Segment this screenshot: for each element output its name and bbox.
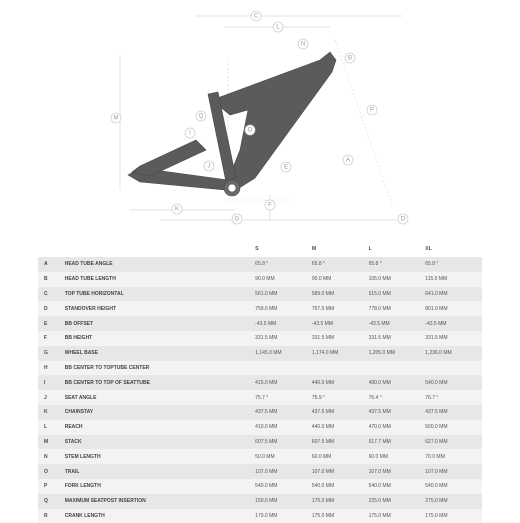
table-row: [38, 257, 482, 272]
bb-hole: [228, 184, 236, 192]
row-value-xl: 65.8 °: [425, 257, 482, 272]
row-name: HEAD TUBE LENGTH: [65, 272, 255, 287]
row-value-s: 410.0 MM: [255, 420, 312, 435]
row-code: K: [38, 405, 65, 420]
row-code: O: [38, 464, 65, 479]
row-value-l: 105.0 MM: [369, 272, 426, 287]
row-value-xl: [425, 361, 482, 376]
row-value-s: 540.0 MM: [255, 479, 312, 494]
row-code: G: [38, 346, 65, 361]
row-name: STACK: [65, 435, 255, 450]
row-value-l: 778.0 MM: [369, 301, 426, 316]
diagram-label-q: [196, 111, 206, 121]
row-value-xl: 1,236.0 MM: [425, 346, 482, 361]
diagram-label-g: [232, 214, 242, 224]
row-code: R: [38, 509, 65, 523]
row-value-s: 437.5 MM: [255, 405, 312, 420]
row-value-xl: 331.5 MM: [425, 331, 482, 346]
row-value-m: 90.0 MM: [312, 272, 369, 287]
row-code: F: [38, 331, 65, 346]
diagram-label-l: [273, 22, 283, 32]
row-code: I: [38, 375, 65, 390]
diagram-label-e: [281, 162, 291, 172]
row-name: FORK LENGTH: [65, 479, 255, 494]
diagram-label-f: [265, 200, 275, 210]
row-value-l: 107.0 MM: [369, 464, 426, 479]
row-value-m: 175.0 MM: [312, 494, 369, 509]
label-text: N: [300, 41, 306, 48]
row-code: B: [38, 272, 65, 287]
row-code: M: [38, 435, 65, 450]
row-value-s: 561.0 MM: [255, 287, 312, 302]
table-row: [38, 390, 482, 405]
header-size-xl: XL: [425, 240, 482, 257]
label-text: F: [268, 202, 272, 209]
row-value-l: 76.4 °: [369, 390, 426, 405]
table-row: [38, 346, 482, 361]
row-value-xl: 641.0 MM: [425, 287, 482, 302]
row-value-m: 65.8 °: [312, 257, 369, 272]
diagram-label-c: [251, 11, 261, 21]
label-text: M: [113, 115, 119, 122]
row-value-l: -43.5 MM: [369, 316, 426, 331]
row-value-s: 50.0 MM: [255, 449, 312, 464]
geometry-table: [38, 240, 482, 523]
row-value-l: 65.8 °: [369, 257, 426, 272]
label-text: Q: [198, 113, 204, 120]
bike-frame: [128, 52, 336, 196]
row-value-s: 331.5 MM: [255, 331, 312, 346]
row-value-s: 170.0 MM: [255, 509, 312, 523]
row-value-l: 331.5 MM: [369, 331, 426, 346]
label-text: L: [276, 24, 280, 31]
dim-line-p: [335, 40, 392, 205]
table-row: [38, 435, 482, 450]
row-value-l: 540.0 MM: [369, 479, 426, 494]
row-value-m: 175.0 MM: [312, 509, 369, 523]
row-value-s: 415.0 MM: [255, 375, 312, 390]
row-value-xl: 540.0 MM: [425, 375, 482, 390]
table-row: [38, 375, 482, 390]
label-text: J: [207, 163, 211, 170]
diagram-label-a: [343, 155, 353, 165]
row-name: SEAT ANGLE: [65, 390, 255, 405]
row-value-xl: -43.5 MM: [425, 316, 482, 331]
row-value-xl: 801.0 MM: [425, 301, 482, 316]
row-value-xl: 627.0 MM: [425, 435, 482, 450]
row-value-m: 107.0 MM: [312, 464, 369, 479]
diagram-label-o: [245, 125, 255, 135]
row-value-s: 107.0 MM: [255, 464, 312, 479]
header-size-s: S: [255, 240, 312, 257]
label-text: D: [400, 216, 406, 223]
row-value-s: [255, 361, 312, 376]
row-name: BB CENTER TO TOP OF SEATTUBE: [65, 375, 255, 390]
frame-illustration: [0, 0, 520, 235]
row-value-m: 540.0 MM: [312, 479, 369, 494]
geometry-diagram: [0, 0, 520, 235]
row-name: STANDOVER HEIGHT: [65, 301, 255, 316]
row-name: REACH: [65, 420, 255, 435]
row-value-m: 60.0 MM: [312, 449, 369, 464]
table-row: [38, 405, 482, 420]
row-value-m: 1,174.0 MM: [312, 346, 369, 361]
diagram-label-p: [367, 105, 377, 115]
header-name: [65, 240, 255, 257]
row-value-s: 150.0 MM: [255, 494, 312, 509]
row-name: TOP TUBE HORIZONTAL: [65, 287, 255, 302]
row-code: J: [38, 390, 65, 405]
row-name: CHAINSTAY: [65, 405, 255, 420]
header-size-m: M: [312, 240, 369, 257]
table-row: [38, 287, 482, 302]
diagram-label-n: [298, 39, 308, 49]
label-text: C: [253, 13, 259, 20]
row-value-m: -43.5 MM: [312, 316, 369, 331]
diagram-label-b: [345, 53, 355, 63]
row-value-m: 607.5 MM: [312, 435, 369, 450]
row-value-l: 617.7 MM: [369, 435, 426, 450]
row-value-l: 225.0 MM: [369, 494, 426, 509]
row-code: N: [38, 449, 65, 464]
label-text: A: [345, 157, 351, 164]
table-header: [38, 240, 482, 257]
row-value-m: 331.5 MM: [312, 331, 369, 346]
row-value-m: 767.0 MM: [312, 301, 369, 316]
row-code: Q: [38, 494, 65, 509]
label-text: G: [234, 216, 240, 223]
row-value-s: -43.5 MM: [255, 316, 312, 331]
row-value-s: 1,145.0 MM: [255, 346, 312, 361]
label-text: K: [174, 206, 180, 213]
row-value-l: [369, 361, 426, 376]
row-value-s: 75.7 °: [255, 390, 312, 405]
label-text: O: [247, 127, 253, 134]
row-name: HEAD TUBE ANGLE: [65, 257, 255, 272]
table-row: [38, 272, 482, 287]
row-value-m: 440.0 MM: [312, 420, 369, 435]
row-value-xl: 107.0 MM: [425, 464, 482, 479]
row-name: BB OFFSET: [65, 316, 255, 331]
row-value-xl: 500.0 MM: [425, 420, 482, 435]
row-name: STEM LENGTH: [65, 449, 255, 464]
row-code: C: [38, 287, 65, 302]
row-value-xl: 76.7 °: [425, 390, 482, 405]
row-value-xl: 275.0 MM: [425, 494, 482, 509]
row-value-xl: 540.0 MM: [425, 479, 482, 494]
label-text: E: [283, 164, 289, 171]
row-code: A: [38, 257, 65, 272]
row-name: WHEEL BASE: [65, 346, 255, 361]
table-row: [38, 361, 482, 376]
row-name: BB CENTER TO TOPTUBE CENTER: [65, 361, 255, 376]
header-code: [38, 240, 65, 257]
diagram-label-k: [172, 204, 182, 214]
row-value-l: 490.0 MM: [369, 375, 426, 390]
row-value-xl: 115.0 MM: [425, 272, 482, 287]
row-code: E: [38, 316, 65, 331]
row-value-l: 470.0 MM: [369, 420, 426, 435]
row-value-m: 75.9 °: [312, 390, 369, 405]
table-row: [38, 479, 482, 494]
table-row: [38, 316, 482, 331]
row-value-xl: 70.0 MM: [425, 449, 482, 464]
row-name: MAXIMUM SEATPOST INSERTION: [65, 494, 255, 509]
table-row: [38, 331, 482, 346]
row-value-m: [312, 361, 369, 376]
row-value-s: 607.5 MM: [255, 435, 312, 450]
diagram-label-i: [185, 128, 195, 138]
row-name: TRAIL: [65, 464, 255, 479]
row-name: CRANK LENGTH: [65, 509, 255, 523]
row-value-m: 589.0 MM: [312, 287, 369, 302]
table-row: [38, 420, 482, 435]
row-value-s: 90.0 MM: [255, 272, 312, 287]
table-row: [38, 464, 482, 479]
row-code: L: [38, 420, 65, 435]
row-value-l: 1,205.0 MM: [369, 346, 426, 361]
table-row: [38, 449, 482, 464]
row-value-s: 759.0 MM: [255, 301, 312, 316]
row-value-l: 437.5 MM: [369, 405, 426, 420]
diagram-label-j: [204, 161, 214, 171]
row-value-l: 175.0 MM: [369, 509, 426, 523]
header-size-l: L: [369, 240, 426, 257]
row-value-xl: 175.0 MM: [425, 509, 482, 523]
diagram-label-d: [398, 214, 408, 224]
row-code: P: [38, 479, 65, 494]
label-text: P: [369, 107, 375, 114]
row-name: BB HEIGHT: [65, 331, 255, 346]
label-text: B: [347, 55, 353, 62]
row-value-l: 615.0 MM: [369, 287, 426, 302]
seatstay: [132, 140, 206, 176]
row-code: D: [38, 301, 65, 316]
row-value-s: 65.8 °: [255, 257, 312, 272]
row-value-l: 60.0 MM: [369, 449, 426, 464]
row-value-xl: 437.5 MM: [425, 405, 482, 420]
table-row: [38, 301, 482, 316]
table-row: [38, 509, 482, 523]
table-row: [38, 494, 482, 509]
row-value-m: 440.0 MM: [312, 375, 369, 390]
label-text: I: [189, 130, 191, 137]
diagram-label-m: [111, 113, 121, 123]
row-code: H: [38, 361, 65, 376]
row-value-m: 437.5 MM: [312, 405, 369, 420]
